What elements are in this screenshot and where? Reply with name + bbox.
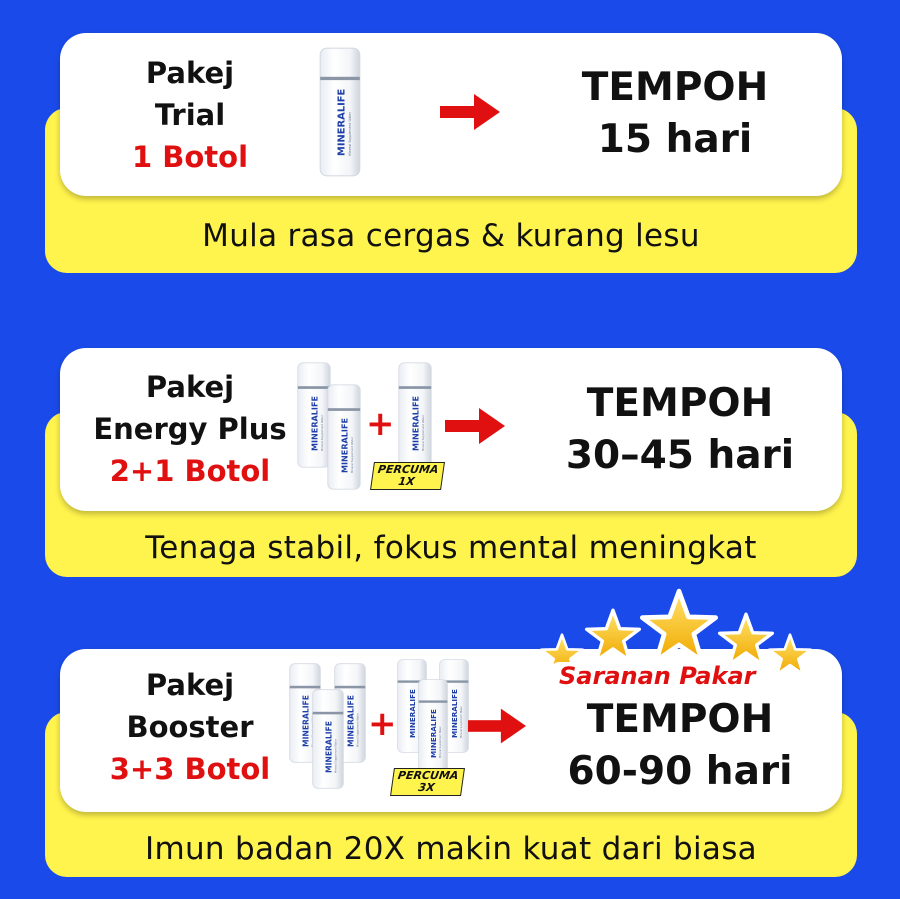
duration-days: 15 hari [597,117,753,162]
duration-label: TEMPOH [586,381,774,426]
product-bottle-image [311,686,345,792]
free-badge: PERCUMA 1X [370,462,444,490]
star-icon [718,612,774,668]
package-qty: 3+3 Botol [109,752,271,786]
product-bottle-image [326,382,362,492]
plus-icon: + [366,404,395,444]
plus-icon: + [368,704,397,744]
star-icon [640,588,718,666]
package-title: Pakej Booster 3+3 Botol [95,664,285,790]
expert-recommendation-badge: Saranan Pakar [551,662,763,690]
right-arrow-icon [468,708,526,744]
star-icon [585,608,641,664]
duration-label: TEMPOH [586,697,774,742]
star-icon [768,633,812,677]
right-arrow-icon [445,408,505,444]
duration-days: 30–45 hari [565,433,795,478]
free-bottle-image [397,360,433,470]
duration-days: 60-90 hari [567,749,793,794]
package-title: Pakej Trial 1 Botol [95,52,285,178]
free-bottle-image [417,676,449,776]
package-title: Pakej Energy Plus 2+1 Botol [80,366,300,492]
duration-label: TEMPOH [581,65,769,110]
product-bottle-image [318,44,362,180]
package-benefit: Mula rasa cergas & kurang lesu [202,218,700,254]
duration-block [535,694,825,798]
duration-block [530,378,830,482]
right-arrow-icon [440,94,500,130]
free-badge: PERCUMA 3X [390,768,464,796]
package-benefit: Imun badan 20X makin kuat dari biasa [145,831,757,867]
duration-block [545,62,805,166]
package-qty: 2+1 Botol [109,454,271,488]
package-benefit: Tenaga stabil, fokus mental meningkat [145,530,757,566]
package-qty: 1 Botol [131,140,249,174]
